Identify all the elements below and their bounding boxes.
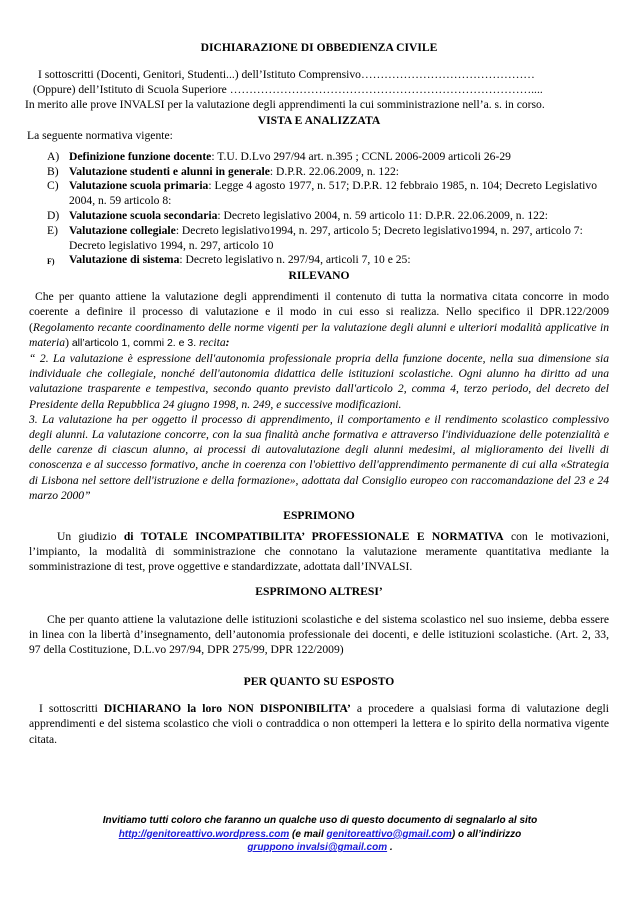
esprimono-bold: di TOTALE INCOMPATIBILITA’ PROFESSIONALE E NORMATIVA — [123, 530, 504, 544]
esposto-bold: DICHIARANO la loro NON DISPONIBILITA’ — [103, 702, 351, 716]
normativa-item — [29, 224, 609, 254]
heading-rilevano: RILEVANO — [288, 269, 350, 283]
esposto-text-end: a procedere a qualsiasi forma di valutazione degli apprendimenti e del sistema scolastico che violi o contraddica o non ottemperi la lettera e lo spirito della normativa vigente citata. — [29, 702, 609, 746]
normativa-item — [29, 209, 609, 224]
item-text: : Legge 4 agosto 1977, n. 517; D.P.R. 12 febbraio 1985, n. 104; Decreto Legislativo 2004, n. 59 articolo 8: — [69, 179, 597, 208]
esprimono-text: Un giudizio — [57, 530, 124, 544]
document-page — [25, 40, 609, 747]
item-marker: B) — [47, 164, 59, 178]
intro-line-invalsi: In merito alle prove INVALSI per la valutazione degli apprendimenti la cui somministrazione nell’a. s. in corso. — [25, 98, 545, 112]
esposto-paragraph — [29, 701, 609, 747]
email-link-genitoreattivo[interactable]: genitoreattivo@gmail.com — [326, 828, 452, 840]
item-text: : T.U. D.Lvo 297/94 art. n.395 ; CCNL 2006-2009 articoli 26-29 — [211, 149, 511, 163]
item-term: Definizione funzione docente — [69, 149, 212, 163]
rilevano-text: Che per quanto attiene la valutazione degli apprendimenti il contenuto di tutta la normativa citata concorre in modo coerente a definire il processo di valutazione e il modo in cui esso si realizza. Nello specifico il DPR.122/2009 ( — [29, 290, 609, 334]
item-marker: A) — [47, 149, 60, 163]
footer-line-2 — [60, 828, 580, 842]
site-link[interactable]: http://genitoreattivo.wordpress.com — [118, 828, 290, 840]
normativa-item — [29, 253, 609, 268]
footer-mid-1: (e mail — [289, 828, 327, 840]
normativa-list — [29, 150, 609, 268]
item-term: Valutazione di sistema — [69, 253, 180, 267]
heading-esprimono-altresi: ESPRIMONO ALTRESI’ — [255, 584, 383, 598]
vista-lead: La seguente normativa vigente: — [27, 128, 173, 142]
item-marker: E) — [47, 223, 58, 237]
esprimono-paragraph — [29, 529, 609, 575]
recita-word: recita — [196, 335, 226, 349]
item-text: : Decreto legislativo1994, n. 297, articolo 5; Decreto legislativo1994, n. 297, articolo 7: Decreto legislativo 1994, n. 297, articolo 10 — [69, 223, 583, 252]
footer-end: . — [387, 842, 393, 853]
item-term: Valutazione collegiale — [69, 223, 176, 237]
item-text: : D.P.R. 22.06.2009, n. 122: — [269, 164, 400, 178]
item-term: Valutazione scuola secondaria — [69, 209, 218, 222]
document-title: DICHIARAZIONE DI OBBEDIENZA CIVILE — [200, 41, 438, 54]
item-text: : Decreto legislativo n. 297/94, articoli 7, 10 e 25: — [179, 253, 411, 267]
recita-colon: : — [225, 335, 230, 349]
esprimono-text-end: con le motivazioni, l’impianto, la modalità di somministrazione che connotano la valutazione meramente quantitativa mediante la somministrazione di test, prove oggettive e standardizzate, adottata dall’INVALSI. — [29, 530, 609, 574]
articolo-reference: all’articolo 1, commi 2. e 3. — [71, 336, 197, 349]
footer-line-3 — [60, 841, 580, 855]
footer-note — [60, 814, 580, 855]
item-term: Valutazione studenti e alunni in generale — [69, 164, 270, 178]
rilevano-paragraph — [29, 289, 609, 351]
esposto-text: I sottoscritti — [39, 702, 104, 716]
heading-esposto: PER QUANTO SU ESPOSTO — [243, 675, 395, 689]
item-marker: F) — [47, 257, 55, 267]
quote-comma-2: “ 2. La valutazione è espressione dell'autonomia professionale propria della funzione docente, nella sua dimensione sia individuale che collegiale, nonché dell'autonomia didattica delle istituzioni scolastiche. Ogni alunno ha diritto ad una valutazione trasparente e tempestiva, secondo quanto previsto dall'articolo 2, comma 4, terzo periodo, del decreto del Presidente della Repubblica 24 giugno 1998, n. 249, e successive modificazioni. — [29, 352, 609, 411]
regolamento-title: Regolamento recante coordinamento delle norme vigenti per la valutazione degli alunni e ulteriori modalità applicative in materia — [29, 320, 609, 349]
quote-comma-3: 3. La valutazione ha per oggetto il processo di apprendimento, il comportamento e il rendimento scolastico complessivo degli alunni. La valutazione concorre, con la sua finalità anche formativa e attraverso l'individuazione delle potenzialità e delle carenze di ciascun alunno, ai processi di autovalutazione degli alunni medesimi, al miglioramento dei livelli di conoscenza e al successo formativo, anche in coerenza con l'obiettivo dell'apprendimento permanente di cui alla «Strategia di Lisbona nel settore dell'istruzione e della formazione», adottata dal Consiglio europeo con raccomandazione del 23 e 24 marzo 2000” — [29, 412, 609, 502]
footer-line-1: Invitiamo tutti coloro che faranno un qualche uso di questo documento di segnalarlo al sito — [102, 815, 538, 826]
heading-esprimono: ESPRIMONO — [283, 509, 355, 523]
normativa-item — [29, 165, 609, 180]
esprimono-altresi-paragraph: Che per quanto attiene la valutazione delle istituzioni scolastiche e del sistema scolastico nel suo insieme, debba essere in linea con la libertà d’insegnamento, dell’autonomia professionale dei docenti, e delle istituzioni scolastiche. (Art. 2, 33, 97 della Costituzione, D.L.vo 297/94, DPR 275/99, DPR 122/2009) — [29, 612, 609, 657]
footer-mid-2: ) o all’indirizzo — [451, 828, 522, 840]
item-marker: C) — [47, 179, 59, 193]
normativa-item — [29, 150, 609, 165]
email-link-gruppo[interactable]: gruppono invalsi@gmail.com — [247, 842, 388, 853]
item-marker: D) — [47, 209, 60, 222]
intro-line-superiore: (Oppure) dell’Istituto di Scuola Superiore …………………………………………………………………….... — [33, 83, 543, 97]
heading-vista: VISTA E ANALIZZATA — [257, 113, 381, 127]
item-term: Valutazione scuola primaria — [69, 179, 209, 193]
normativa-item — [29, 179, 609, 209]
item-text: : Decreto legislativo 2004, n. 59 articolo 11: D.P.R. 22.06.2009, n. 122: — [217, 209, 548, 222]
intro-line-comprensivo: I sottoscritti (Docenti, Genitori, Studenti...) dell’Istituto Comprensivo……………………………………… — [38, 68, 535, 81]
rilevano-text-end: ) — [65, 335, 72, 349]
